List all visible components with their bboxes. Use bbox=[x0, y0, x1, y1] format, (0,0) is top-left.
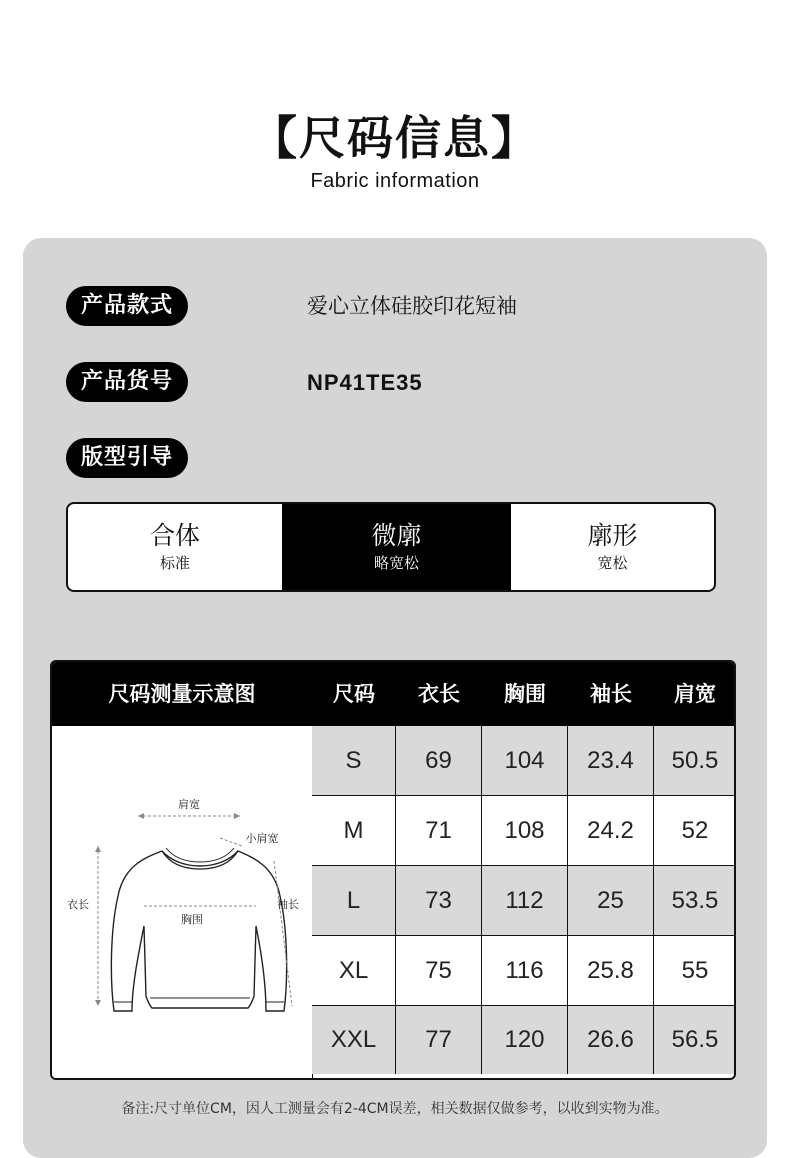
footnote: 备注:尺寸单位CM，因人工测量会有2-4CM误差，相关数据仅做参考，以收到实物为准。 bbox=[121, 1101, 669, 1117]
fit-option-sub: 宽松 bbox=[597, 554, 628, 572]
diagram-length-label: 衣长 bbox=[67, 898, 89, 911]
measurement-cell: 69 bbox=[396, 726, 482, 796]
measurement-cell: 75 bbox=[396, 936, 482, 1006]
sweatshirt-diagram bbox=[52, 726, 312, 1078]
measurement-cell: 50.5 bbox=[654, 726, 736, 796]
size-cell: XXL bbox=[312, 1006, 396, 1074]
fit-option-slightly-loose bbox=[282, 504, 511, 590]
fit-option-sub: 略宽松 bbox=[373, 554, 419, 572]
diagram-small-shoulder-label: 小肩宽 bbox=[245, 832, 279, 845]
measurement-cell: 56.5 bbox=[654, 1006, 736, 1074]
diagram-shoulder-label: 肩宽 bbox=[178, 798, 200, 811]
size-cell: XL bbox=[312, 936, 396, 1006]
measurement-cell: 23.4 bbox=[568, 726, 654, 796]
measurement-cell: 71 bbox=[396, 796, 482, 866]
measurement-cell: 52 bbox=[654, 796, 736, 866]
measurement-cell: 112 bbox=[482, 866, 568, 936]
diagram-header: 尺码测量示意图 bbox=[108, 682, 256, 706]
fit-guide bbox=[66, 502, 716, 592]
code-label-pill: 产品货号 bbox=[66, 362, 188, 402]
diagram-chest-label: 胸围 bbox=[181, 913, 203, 926]
size-cell: S bbox=[312, 726, 396, 796]
page-title: 【尺码信息】 bbox=[251, 111, 539, 165]
measurement-cell: 120 bbox=[482, 1006, 568, 1074]
size-cell: L bbox=[312, 866, 396, 936]
header-length: 衣长 bbox=[418, 682, 460, 706]
measurement-diagram bbox=[52, 726, 313, 1078]
fit-option-main: 微廓 bbox=[371, 521, 422, 550]
measurement-cell: 55 bbox=[654, 936, 736, 1006]
measurement-cell: 53.5 bbox=[654, 866, 736, 936]
fit-label-pill: 版型引导 bbox=[66, 438, 188, 478]
header-chest: 胸围 bbox=[504, 682, 546, 706]
measurement-cell: 116 bbox=[482, 936, 568, 1006]
measurement-cell: 26.6 bbox=[568, 1006, 654, 1074]
measurement-cell: 77 bbox=[396, 1006, 482, 1074]
measurement-cell: 25.8 bbox=[568, 936, 654, 1006]
size-cell: M bbox=[312, 796, 396, 866]
header-shoulder: 肩宽 bbox=[674, 682, 716, 706]
size-table-header bbox=[52, 662, 734, 726]
measurement-cell: 104 bbox=[482, 726, 568, 796]
diagram-sleeve-label: 袖长 bbox=[277, 898, 299, 911]
page-subtitle: Fabric information bbox=[310, 170, 480, 192]
code-value: NP41TE35 bbox=[307, 370, 423, 395]
fit-option-main: 合体 bbox=[149, 521, 200, 550]
style-value: 爱心立体硅胶印花短袖 bbox=[307, 294, 517, 318]
measurement-cell: 25 bbox=[568, 866, 654, 936]
measurement-cell: 24.2 bbox=[568, 796, 654, 866]
style-label-pill: 产品款式 bbox=[66, 286, 188, 326]
size-table bbox=[50, 660, 736, 1080]
header-sleeve: 袖长 bbox=[590, 682, 632, 706]
header-size: 尺码 bbox=[333, 682, 375, 706]
fit-option-oversized bbox=[511, 504, 714, 590]
measurement-cell: 108 bbox=[482, 796, 568, 866]
measurement-cell: 73 bbox=[396, 866, 482, 936]
fit-option-sub: 标准 bbox=[159, 554, 190, 572]
fit-option-regular bbox=[68, 504, 282, 590]
fit-option-main: 廓形 bbox=[587, 521, 638, 550]
